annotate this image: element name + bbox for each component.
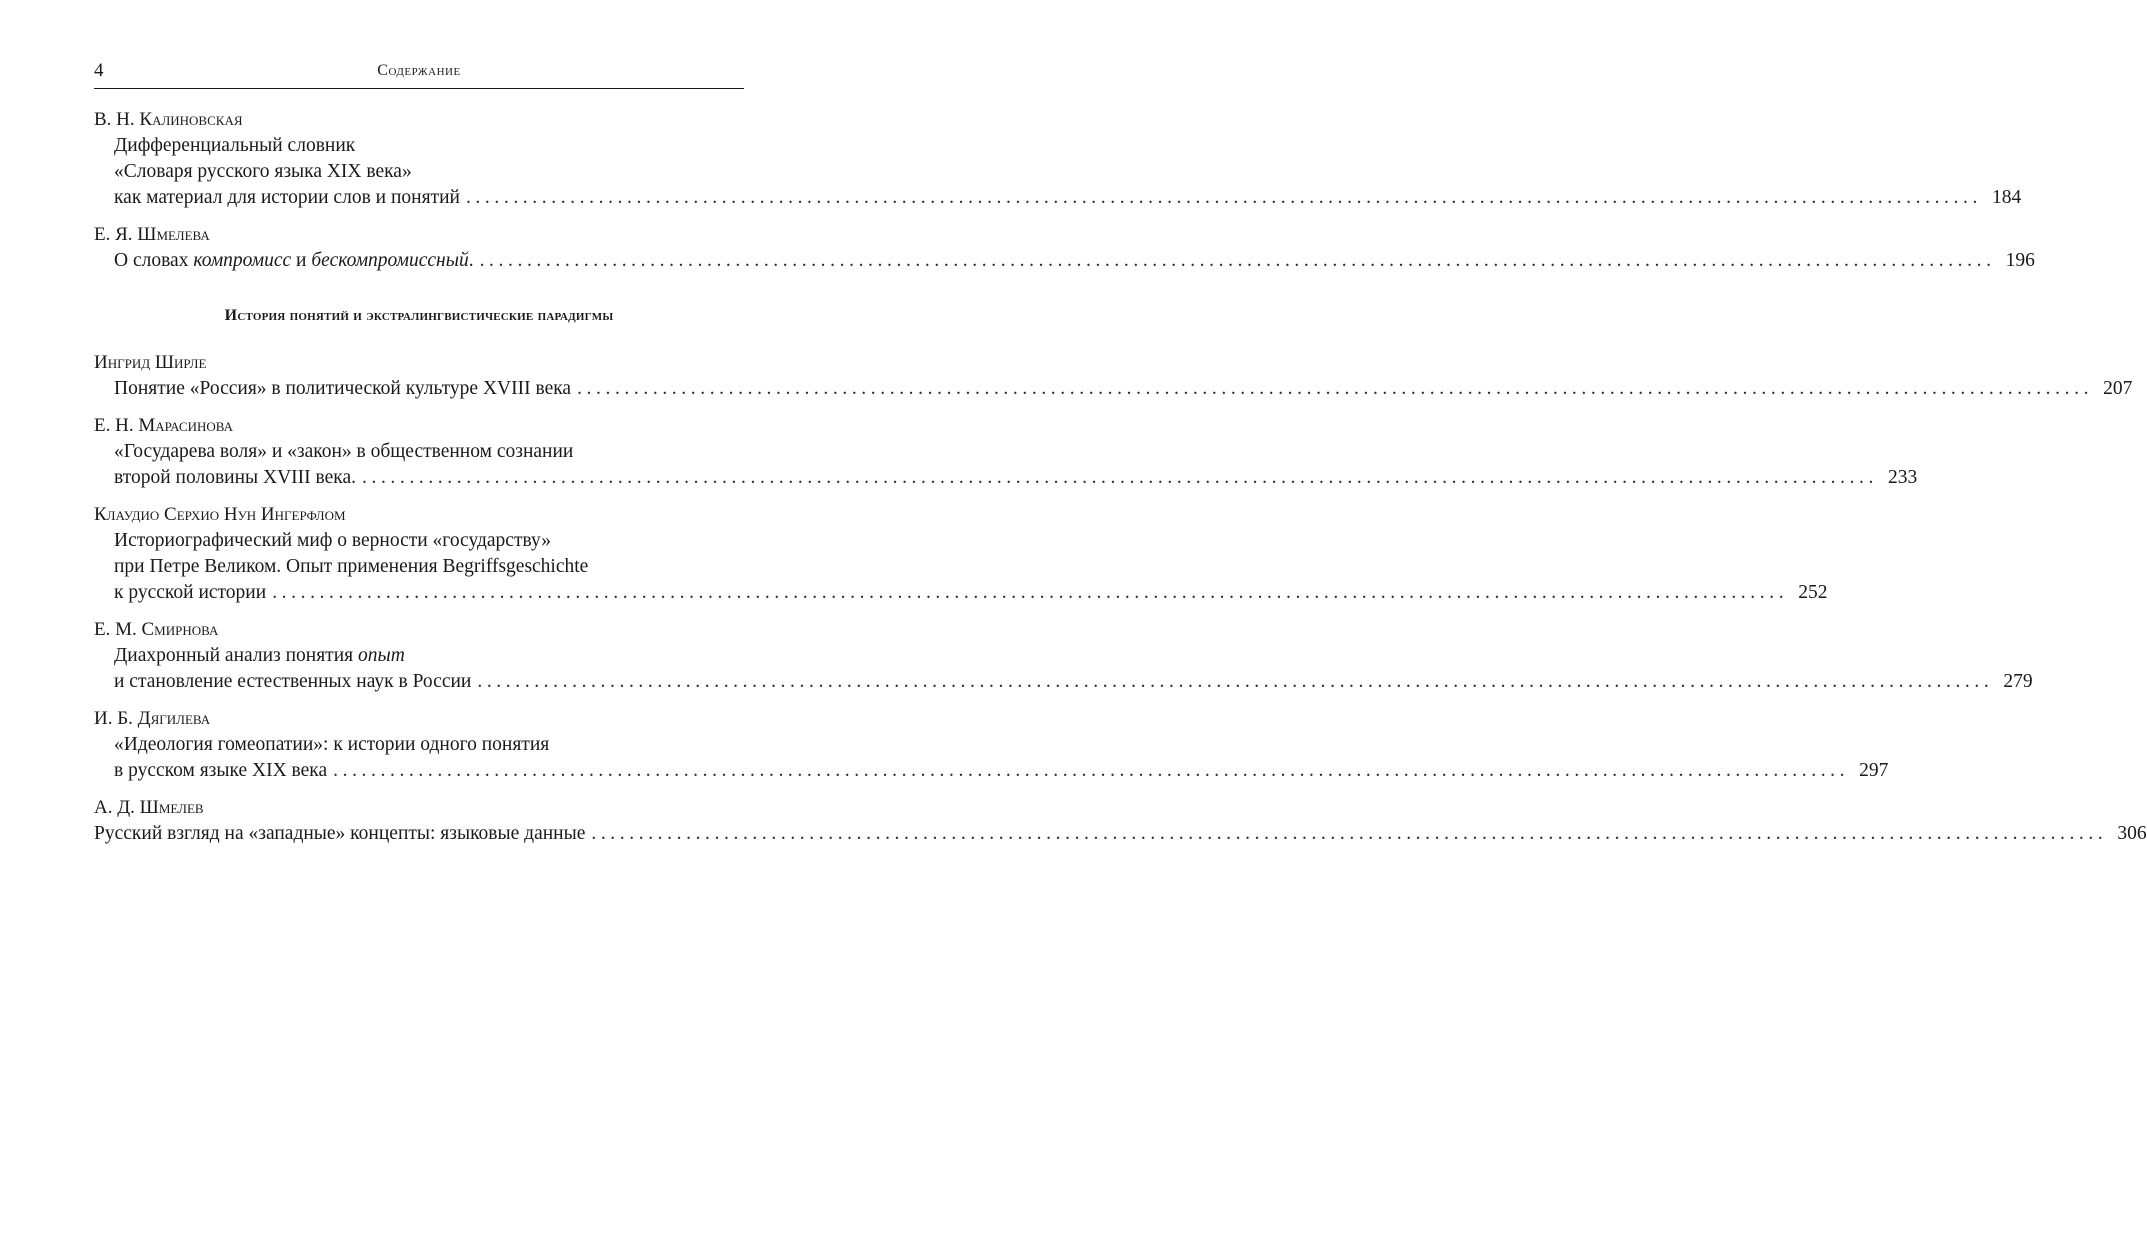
entry-page-number: 207 [2103, 378, 2133, 399]
entry-page-number: 297 [1859, 760, 1889, 781]
toc-entry [94, 107, 2022, 211]
dot-leader: ................................................................................................................................................................ [591, 823, 2108, 844]
entry-title-line: и становление естественных наук в России [114, 671, 472, 692]
table-of-contents [94, 107, 2147, 847]
entry-leader-line [94, 758, 1889, 784]
running-header [94, 58, 744, 89]
entry-title-line: О словах компромисс и бескомпромиссный. [114, 250, 474, 271]
entry-leader-line [94, 821, 2147, 847]
entry-title-line: Русский взгляд на «западные» концепты: языковые данные [94, 823, 586, 844]
entry-title-line: в русском языке XIX века [114, 760, 328, 781]
entry-leader-line [94, 669, 2033, 695]
entry-title-line: Дифференциальный словник [114, 135, 356, 156]
entry-page-number: 196 [2005, 250, 2035, 271]
entry-title-line: «Словаря русского языка XIX века» [114, 161, 412, 182]
running-title: Содержание [377, 62, 461, 79]
entry-page-number: 233 [1888, 467, 1918, 488]
entry-title-line: Понятие «Россия» в политической культуре XVIII века [114, 378, 572, 399]
toc-entry [94, 795, 2147, 847]
toc-page [94, 58, 2147, 858]
entry-title-line: к русской истории [114, 582, 267, 603]
page-number: 4 [94, 60, 104, 81]
entry-title-line: «Государева воля» и «закон» в общественном сознании [114, 441, 574, 462]
entry-leader-line [94, 580, 1828, 606]
entry-page-number: 306 [2117, 823, 2147, 844]
entry-author: И. Б. Дягилева [94, 708, 211, 729]
entry-author: Ингрид Ширле [94, 352, 207, 373]
entry-title-line: «Идеология гомеопатии»: к истории одного понятия [114, 734, 550, 755]
entry-leader-line [94, 465, 1918, 491]
entry-leader-line [94, 248, 2035, 274]
entry-title-line: Историографический миф о верности «государству» [114, 530, 551, 551]
dot-leader: ................................................................................................................................................................ [272, 582, 1789, 603]
italic-term: бескомпромиссный [311, 250, 469, 271]
entry-author: Е. М. Смирнова [94, 619, 219, 640]
entry-title-line: как материал для истории слов и понятий [114, 187, 460, 208]
entry-author: Клаудио Серхио Нун Ингерфлом [94, 504, 346, 525]
entry-title-line: при Петре Великом. Опыт применения Begriffsgeschichte [114, 556, 589, 577]
entry-leader-line [94, 185, 2022, 211]
italic-term: опыт [357, 645, 405, 666]
section-heading: История понятий и экстралингвистические парадигмы [224, 307, 614, 324]
toc-entry [94, 617, 2033, 695]
entry-page-number: 184 [1991, 187, 2022, 208]
dot-leader: ................................................................................................................................................................ [362, 467, 1878, 488]
toc-entry [94, 413, 1918, 491]
dot-leader: ................................................................................................................................................................ [477, 671, 1994, 692]
dot-leader: ................................................................................................................................................................ [465, 187, 1982, 208]
entry-title-line: второй половины XVIII века. [114, 467, 356, 488]
entry-title-line: Диахронный анализ понятия опыт [114, 645, 405, 666]
dot-leader: ................................................................................................................................................................ [333, 760, 1850, 781]
entry-leader-line [94, 376, 2133, 402]
entry-author: В. Н. Калиновская [94, 109, 243, 130]
toc-entry [94, 502, 1828, 606]
toc-entry [94, 706, 1889, 784]
toc-entry [94, 222, 2035, 274]
toc-entry [94, 350, 2133, 402]
italic-term: компромисс [193, 250, 292, 271]
entry-page-number: 252 [1798, 582, 1828, 603]
entry-page-number: 279 [2003, 671, 2033, 692]
entry-author: Е. Я. Шмелева [94, 224, 210, 245]
dot-leader: ................................................................................................................................................................ [479, 250, 1996, 271]
entry-author: А. Д. Шмелев [94, 797, 204, 818]
entry-author: Е. Н. Марасинова [94, 415, 233, 436]
dot-leader: ................................................................................................................................................................ [577, 378, 2094, 399]
